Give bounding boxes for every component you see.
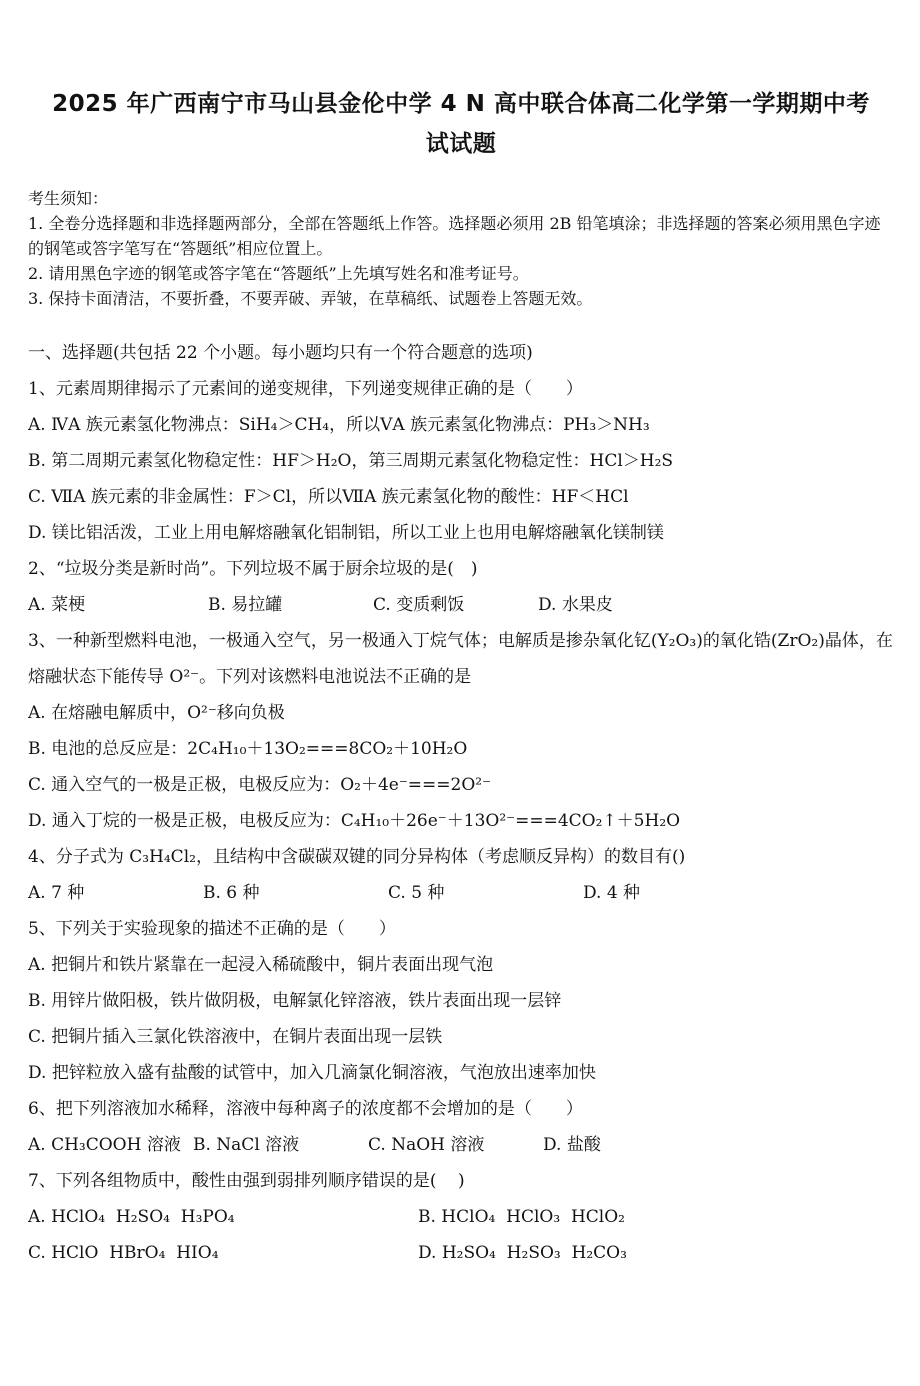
question-5 — [28, 911, 894, 1091]
question-6-options-row — [28, 1127, 894, 1163]
question-7-option-d: D. H₂SO₄ H₂SO₃ H₂CO₃ — [418, 1243, 627, 1263]
question-6-option-b: B. NaCl 溶液 — [193, 1135, 300, 1155]
question-6-option-a: A. CH₃COOH 溶液 — [28, 1135, 181, 1155]
question-3 — [28, 623, 894, 839]
question-1-option-a: A. ⅣA 族元素氢化物沸点：SiH₄＞CH₄，所以ⅤA 族元素氢化物沸点：PH₃＞NH₃ — [28, 415, 650, 435]
notice-heading: 考生须知： — [28, 189, 109, 208]
question-4 — [28, 839, 894, 911]
question-2 — [28, 551, 894, 623]
question-5-option-b: B. 用锌片做阳极，铁片做阴极，电解氯化锌溶液，铁片表面出现一层锌 — [28, 991, 562, 1011]
question-1-option-d: D. 镁比铝活泼，工业上用电解熔融氧化铝制铝，所以工业上也用电解熔融氧化镁制镁 — [28, 523, 664, 543]
question-4-option-c: C. 5 种 — [388, 883, 445, 903]
question-7-options-row-1 — [28, 1199, 894, 1235]
question-5-option-a: A. 把铜片和铁片紧靠在一起浸入稀硫酸中，铜片表面出现气泡 — [28, 955, 494, 975]
question-7-option-a: A. HClO₄ H₂SO₄ H₃PO₄ — [28, 1207, 235, 1227]
question-3-option-a: A. 在熔融电解质中，O²⁻移向负极 — [28, 703, 285, 723]
question-5-option-c: C. 把铜片插入三氯化铁溶液中，在铜片表面出现一层铁 — [28, 1027, 443, 1047]
question-4-option-b: B. 6 种 — [203, 883, 260, 903]
question-1-stem: 1、元素周期律揭示了元素间的递变规律，下列递变规律正确的是（ ） — [28, 379, 583, 399]
question-section — [28, 335, 894, 1271]
question-7-option-c: C. HClO HBrO₄ HIO₄ — [28, 1243, 219, 1263]
question-2-option-c: C. 变质剩饭 — [373, 595, 465, 615]
question-6-option-c: C. NaOH 溶液 — [368, 1135, 485, 1155]
question-4-option-a: A. 7 种 — [28, 883, 85, 903]
notice-item-3: 3. 保持卡面清洁，不要折叠，不要弄破、弄皱，在草稿纸、试题卷上答题无效。 — [28, 289, 593, 308]
question-1-option-b: B. 第二周期元素氢化物稳定性：HF＞H₂O，第三周期元素氢化物稳定性：HCl＞H₂S — [28, 451, 674, 471]
question-1 — [28, 371, 894, 551]
notice-item-1: 1. 全卷分选择题和非选择题两部分，全部在答题纸上作答。选择题必须用 2B 铅笔填涂；非选择题的答案必须用黑色字迹的钢笔或答字笔写在“答题纸”相应位置上。 — [28, 214, 881, 258]
question-2-option-a: A. 菜梗 — [28, 595, 86, 615]
question-3-option-b: B. 电池的总反应是：2C₄H₁₀＋13O₂===8CO₂＋10H₂O — [28, 739, 468, 759]
question-4-option-d: D. 4 种 — [583, 883, 641, 903]
question-3-option-c: C. 通入空气的一极是正极，电极反应为：O₂＋4e⁻===2O²⁻ — [28, 775, 492, 795]
question-1-option-c: C. ⅦA 族元素的非金属性：F＞Cl，所以ⅦA 族元素氢化物的酸性：HF＜HCl — [28, 487, 629, 507]
question-2-options-row — [28, 587, 894, 623]
question-5-stem: 5、下列关于实验现象的描述不正确的是（ ） — [28, 919, 396, 939]
question-4-options-row — [28, 875, 894, 911]
question-6-option-d: D. 盐酸 — [543, 1135, 601, 1155]
question-3-option-d: D. 通入丁烷的一极是正极，电极反应为：C₄H₁₀＋26e⁻＋13O²⁻===4CO₂↑＋5H₂O — [28, 811, 681, 831]
question-6-stem: 6、把下列溶液加水稀释，溶液中每种离子的浓度都不会增加的是（ ） — [28, 1099, 583, 1119]
question-7-options-row-2 — [28, 1235, 894, 1271]
question-5-option-d: D. 把锌粒放入盛有盐酸的试管中，加入几滴氯化铜溶液，气泡放出速率加快 — [28, 1063, 596, 1083]
question-3-stem: 3、一种新型燃料电池，一极通入空气，另一极通入丁烷气体；电解质是掺杂氧化钇(Y₂O₃)的氧化锆(ZrO₂)晶体，在熔融状态下能传导 O²⁻。下列对该燃料电池说法不正确的是 — [28, 631, 893, 687]
question-4-stem: 4、分子式为 C₃H₄Cl₂，且结构中含碳碳双键的同分异构体（考虑顺反异构）的数目有() — [28, 847, 686, 867]
question-7 — [28, 1163, 894, 1271]
question-2-stem: 2、“垃圾分类是新时尚”。下列垃圾不属于厨余垃圾的是( ) — [28, 559, 478, 579]
question-7-option-b: B. HClO₄ HClO₃ HClO₂ — [418, 1207, 625, 1227]
question-6 — [28, 1091, 894, 1163]
page-title: 2025 年广西南宁市马山县金伦中学 4 N 高中联合体高二化学第一学期期中考试试题 — [52, 91, 870, 157]
candidate-notice — [28, 186, 894, 311]
question-7-stem: 7、下列各组物质中，酸性由强到弱排列顺序错误的是( ) — [28, 1171, 465, 1191]
exam-page — [0, 84, 920, 1271]
question-2-option-d: D. 水果皮 — [538, 595, 613, 615]
notice-item-2: 2. 请用黑色字迹的钢笔或答字笔在“答题纸”上先填写姓名和准考证号。 — [28, 264, 529, 283]
section-heading: 一、选择题(共包括 22 个小题。每小题均只有一个符合题意的选项) — [28, 343, 533, 363]
question-2-option-b: B. 易拉罐 — [208, 595, 283, 615]
